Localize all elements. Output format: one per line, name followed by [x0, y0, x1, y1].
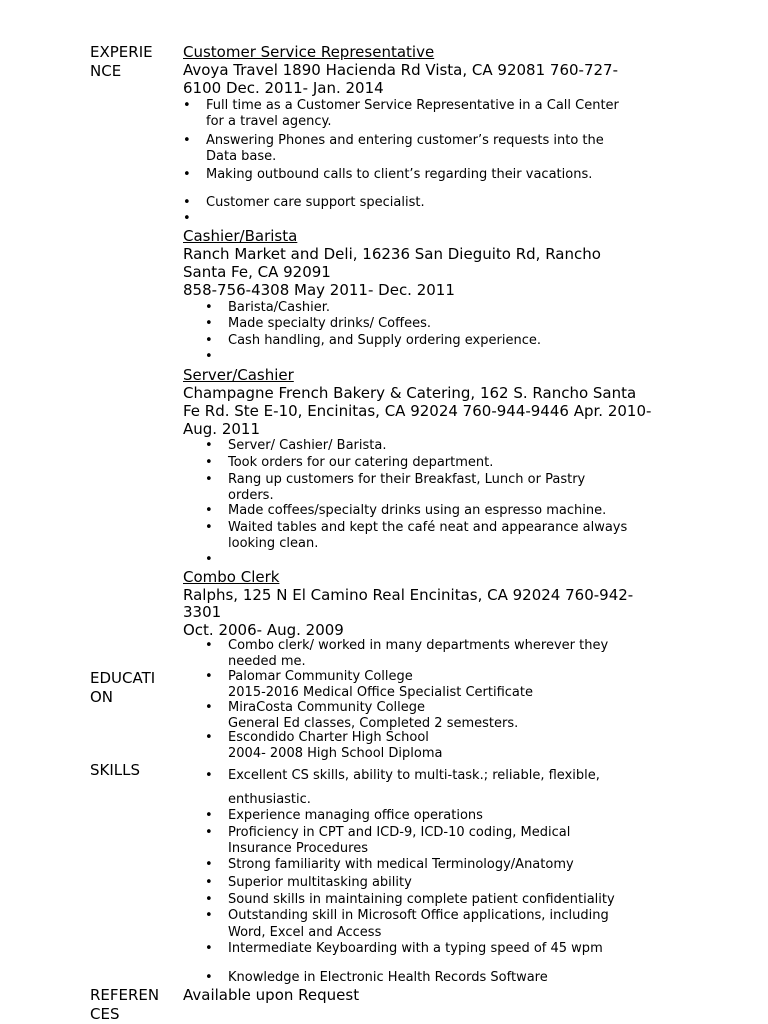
bullet-icon: •	[205, 768, 213, 783]
list-item	[205, 520, 627, 552]
job-detail: Fe Rd. Ste E-10, Encinitas, CA 92024 760-944-9446 Apr. 2010-	[183, 402, 652, 420]
list-item-text: Data base.	[206, 149, 277, 164]
skill-text: Intermediate Keyboarding with a typing speed of 45 wpm	[228, 941, 603, 956]
school-name: Escondido Charter High School	[228, 730, 429, 745]
skill-text: Superior multitasking ability	[228, 875, 412, 890]
section-label-references: REFEREN CES	[90, 986, 160, 1023]
bullet-icon: •	[205, 669, 213, 684]
bullet-icon: •	[205, 316, 213, 331]
job-detail: 6100 Dec. 2011- Jan. 2014	[183, 79, 384, 97]
bullet-icon: •	[205, 825, 213, 840]
list-item-text: orders.	[228, 488, 274, 503]
bullet-icon: •	[205, 970, 213, 985]
bullet-icon: •	[205, 349, 213, 364]
bullet-icon: •	[205, 503, 213, 518]
list-item	[205, 316, 431, 332]
skill-text: Outstanding skill in Microsoft Office applications, including	[228, 908, 609, 923]
list-item-text: needed me.	[228, 654, 306, 669]
list-item-text: Made specialty drinks/ Coffees.	[228, 316, 431, 331]
list-item	[205, 455, 493, 471]
skill-item	[205, 892, 615, 908]
job-title: Customer Service Representative	[183, 43, 435, 61]
list-item	[183, 133, 604, 165]
bullet-icon: •	[205, 700, 213, 715]
bullet-icon: •	[205, 730, 213, 745]
skill-text: Sound skills in maintaining complete patient confidentiality	[228, 892, 615, 907]
skill-text: Strong familiarity with medical Terminology/Anatomy	[228, 857, 574, 872]
bullet-icon: •	[205, 892, 213, 907]
list-item-text: Made coffees/specialty drinks using an espresso machine.	[228, 503, 607, 518]
list-item-text: looking clean.	[228, 536, 319, 551]
skill-item	[205, 908, 609, 941]
school-name: Palomar Community College	[228, 669, 413, 684]
bullet-icon: •	[205, 857, 213, 872]
skill-text: Word, Excel and Access	[228, 925, 382, 940]
job-detail: 858-756-4308 May 2011- Dec. 2011	[183, 281, 455, 299]
skill-item	[205, 941, 603, 957]
bullet-icon: •	[205, 808, 213, 823]
list-item	[205, 503, 606, 519]
school-detail: General Ed classes, Completed 2 semesters.	[228, 715, 519, 731]
skill-text: Experience managing office operations	[228, 808, 483, 823]
list-item-text: Combo clerk/ worked in many departments wherever they	[228, 638, 609, 653]
list-item	[183, 195, 425, 211]
skill-item	[205, 970, 548, 986]
bullet-icon: •	[183, 195, 191, 210]
job-detail: Ranch Market and Deli, 16236 San Dieguito Rd, Rancho	[183, 245, 601, 263]
education-item	[205, 669, 533, 700]
skill-item	[205, 857, 574, 873]
section-label-skills: SKILLS	[90, 761, 141, 779]
bullet-icon: •	[205, 552, 213, 567]
school-detail: 2004- 2008 High School Diploma	[228, 745, 443, 761]
skill-text: Insurance Procedures	[228, 841, 369, 856]
job-detail: Champagne French Bakery & Catering, 162 S. Rancho Santa	[183, 384, 637, 402]
skill-item	[205, 875, 412, 891]
job-detail: Avoya Travel 1890 Hacienda Rd Vista, CA 92081 760-727-	[183, 61, 618, 79]
job-title: Cashier/Barista	[183, 227, 298, 245]
bullet-icon: •	[205, 875, 213, 890]
list-item-text: Rang up customers for their Breakfast, Lunch or Pastry	[228, 472, 586, 487]
job-detail: Oct. 2006- Aug. 2009	[183, 621, 344, 639]
list-item	[183, 98, 619, 130]
list-item	[183, 167, 592, 183]
skill-item	[205, 825, 570, 857]
bullet-icon: •	[205, 908, 213, 923]
skill-item	[205, 808, 483, 824]
bullet-icon: •	[183, 167, 191, 182]
job-title: Server/Cashier	[183, 366, 294, 384]
list-item-text: Customer care support specialist.	[206, 195, 425, 210]
skill-item	[205, 768, 600, 808]
skill-text: Excellent CS skills, ability to multi-task.; reliable, flexible,	[228, 768, 600, 783]
education-item	[205, 700, 518, 731]
skill-text: enthusiastic.	[228, 792, 311, 807]
list-item-text: Making outbound calls to client’s regarding their vacations.	[206, 167, 593, 182]
list-item-text: Barista/Cashier.	[228, 300, 331, 315]
list-item	[205, 438, 386, 454]
list-item	[205, 300, 330, 316]
bullet-icon: •	[205, 941, 213, 956]
bullet-icon: •	[183, 98, 191, 113]
section-label-experience-text: EXPERIE NCE	[90, 43, 153, 80]
bullet-icon: •	[205, 333, 213, 348]
list-item-text: Cash handling, and Supply ordering experience.	[228, 333, 541, 348]
list-item-text: Waited tables and kept the café neat and appearance always	[228, 520, 628, 535]
job-title: Combo Clerk	[183, 568, 280, 586]
list-item-text: Answering Phones and entering customer’s requests into the	[206, 133, 604, 148]
list-item	[205, 638, 608, 670]
list-item-text: Server/ Cashier/ Barista.	[228, 438, 387, 453]
references-text: Available upon Request	[183, 986, 360, 1004]
list-item-text: for a travel agency.	[206, 114, 332, 129]
job-detail: Santa Fe, CA 92091	[183, 263, 331, 281]
list-item	[205, 333, 541, 349]
section-label-education: EDUCATI ON	[90, 669, 156, 706]
bullet-icon: •	[205, 520, 213, 535]
job-detail: Aug. 2011	[183, 420, 260, 438]
bullet-icon: •	[205, 472, 213, 487]
bullet-icon: •	[205, 455, 213, 470]
bullet-icon: •	[205, 300, 213, 315]
bullet-icon: •	[205, 638, 213, 653]
list-item	[205, 472, 585, 504]
education-item	[205, 730, 443, 761]
bullet-icon: •	[183, 133, 191, 148]
skill-text: Proficiency in CPT and ICD-9, ICD-10 coding, Medical	[228, 825, 571, 840]
bullet-icon: •	[183, 211, 191, 226]
school-name: MiraCosta Community College	[228, 700, 426, 715]
job-detail: 3301	[183, 603, 222, 621]
list-item-text: Full time as a Customer Service Representative in a Call Center	[206, 98, 619, 113]
bullet-icon: •	[205, 438, 213, 453]
skill-text: Knowledge in Electronic Health Records Software	[228, 970, 548, 985]
school-detail: 2015-2016 Medical Office Specialist Certificate	[228, 684, 533, 700]
list-item-text: Took orders for our catering department.	[228, 455, 494, 470]
job-detail: Ralphs, 125 N El Camino Real Encinitas, CA 92024 760-942-	[183, 586, 634, 604]
